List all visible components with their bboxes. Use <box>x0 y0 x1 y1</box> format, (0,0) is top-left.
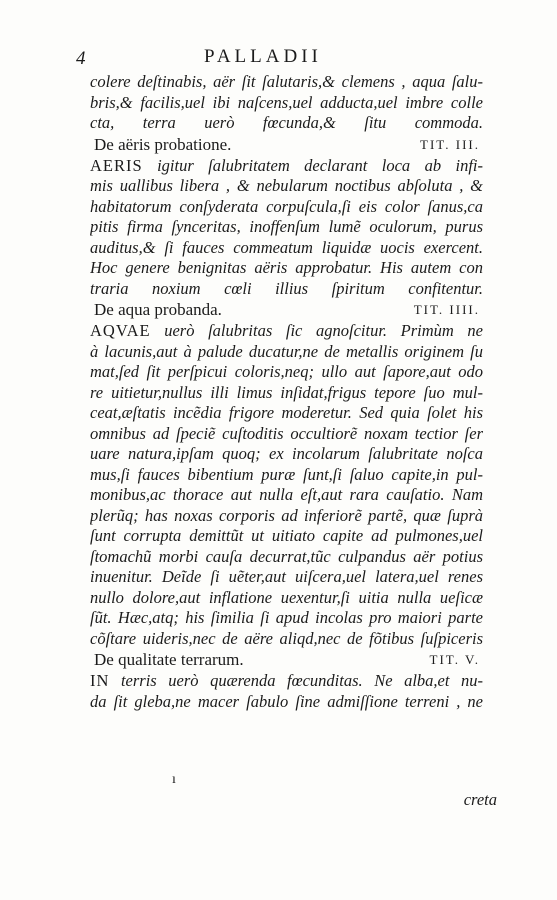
line-text: re uitietur,nullus illi limus inſidat,frigus tepore ſuo mul- <box>90 382 483 402</box>
text-line <box>90 362 483 382</box>
line-text: habitatorum conſyderata corpuſcula,ſi eis color ſanus,ca <box>90 196 483 216</box>
initial-capitals: AQVAE <box>90 321 151 340</box>
line-text: mis uallibus libera , & nebularum noctibus abſoluta , & <box>90 176 483 195</box>
line-text: omnibus ad ſpeciẽ cuſtoditis occultiorẽ noxam tectior ſer <box>90 423 483 443</box>
section-number: TIT. V. <box>429 652 480 667</box>
initial-capitals: IN <box>90 671 110 690</box>
line-text: bris,& facilis,uel ibi naſcens,uel adducta,uel imbre colle <box>90 92 483 112</box>
line-text: ſtomachũ morbi cauſa decurrat,tũc culpandus aër potius <box>90 546 483 566</box>
text-line <box>90 93 483 113</box>
line-text: à lacunis,aut à palude ducatur,ne de metallis originem ſu <box>90 341 483 361</box>
line-text: terris uerò quærenda fœcunditas. Ne alba,et nu- <box>109 671 483 690</box>
text-line <box>90 671 483 691</box>
text-line <box>90 444 483 464</box>
line-text: ceat,æſtatis incẽdia frigore moderetur. Sed quia ſolet his <box>90 403 483 422</box>
text-line <box>90 197 483 217</box>
line-text: cõſtare uideris,nec de aëre aliqd,nec de fõtibus ſuſpiceris <box>90 628 483 648</box>
line-text: auditus,& ſi fauces commeatum liquidæ uocis exercent. <box>90 237 483 257</box>
text-line <box>90 156 483 176</box>
line-text: nullo dolore,aut inflatione uexentur,ſi uitia nulla ueſicæ <box>90 587 483 607</box>
line-text: cta, terra uerò fœcunda,& ſitu commoda. <box>90 113 483 132</box>
line-text: mat,ſed ſit perſpicui coloris,neq; ullo aut ſapore,aut odo <box>90 362 483 381</box>
text-line <box>90 342 483 362</box>
text-line <box>90 485 483 505</box>
catchword: creta <box>463 790 497 809</box>
section-number: TIT. IIII. <box>413 302 480 317</box>
text-line <box>90 424 483 444</box>
text-line <box>90 608 483 628</box>
text-line <box>90 258 483 278</box>
page-number: 4 <box>76 48 86 69</box>
text-line <box>90 383 483 403</box>
section-heading <box>94 300 480 322</box>
text-line <box>90 692 483 712</box>
section-title: De aqua probanda. <box>94 300 222 319</box>
line-text: ſunt corrupta demittũt ut uitiato capite ad pulmones,uel <box>90 526 483 545</box>
line-text: da ſit gleba,ne macer ſabulo ſine admiſſione terreni , ne <box>90 691 483 711</box>
section-number: TIT. III. <box>420 136 480 152</box>
line-text: mus,ſi fauces bibentium puræ ſunt,ſi ſaluo capite,in pul- <box>90 464 483 484</box>
text-line <box>90 238 483 258</box>
line-text: igitur ſalubritatem declarant loca ab infi- <box>142 155 483 175</box>
line-text: ſũt. Hæc,atq; his ſimilia ſi apud incolas pro maiori parte <box>90 608 483 627</box>
text-line <box>90 465 483 485</box>
section-title: De qualitate terrarum. <box>94 650 244 669</box>
text-line <box>90 321 483 341</box>
text-line <box>90 526 483 546</box>
line-text: Hoc genere benignitas aëris approbatur. His autem con <box>90 258 483 277</box>
text-line <box>90 279 483 299</box>
line-text: plerũq; has noxas corporis ad inferiorẽ partẽ, quæ ſuprà <box>90 505 483 525</box>
section-title: De aëris probatione. <box>94 134 232 154</box>
line-text: traria noxium cœli illius ſpiritum confitentur. <box>90 278 483 298</box>
text-line <box>90 176 483 196</box>
running-head: PALLADII <box>204 46 322 67</box>
section-heading <box>94 650 480 672</box>
text-line <box>90 217 483 237</box>
line-text: uerò ſalubritas ſic agnoſcitur. Primùm ne <box>150 321 483 340</box>
text-line <box>90 547 483 567</box>
line-text: uare natura,ipſam quoq; ex incolarum ſalubritate noſca <box>90 444 483 463</box>
text-line <box>90 506 483 526</box>
line-text: colere deſtinabis, aër ſit ſalutaris,& clemens , aqua ſalu- <box>90 72 483 91</box>
section-heading <box>94 135 480 157</box>
stray-mark: ı <box>172 772 176 787</box>
text-line <box>90 113 483 133</box>
line-text: inuenitur. Deĩde ſi uẽter,aut uiſcera,uel latera,uel renes <box>90 567 483 586</box>
text-line <box>90 629 483 649</box>
text-line <box>90 403 483 423</box>
text-line <box>90 72 483 92</box>
initial-capitals: AERIS <box>90 155 143 175</box>
text-line <box>90 588 483 608</box>
line-text: monibus,ac thorace aut nulla eſt,aut rara cauſatio. Nam <box>90 485 483 504</box>
text-line <box>90 567 483 587</box>
line-text: pitis firma ſynceritas, inoffenſum lumẽ oculorum, purus <box>90 217 483 236</box>
